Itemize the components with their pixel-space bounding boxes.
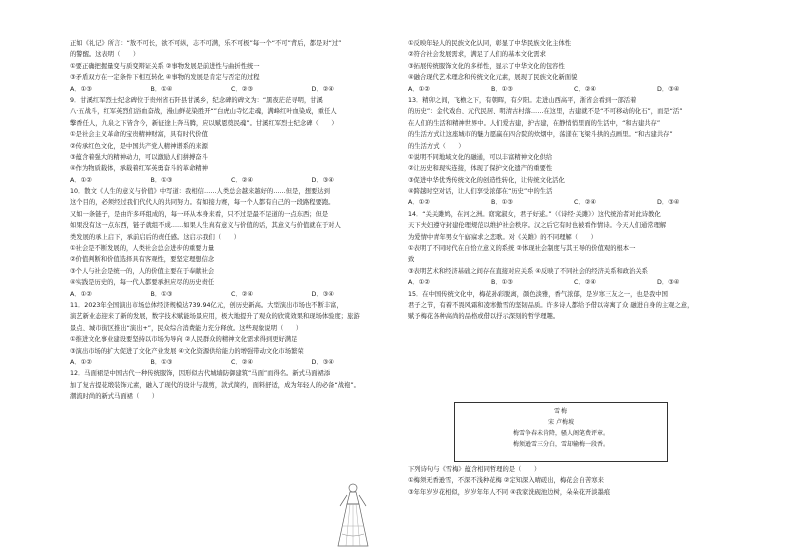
left-column xyxy=(70,38,392,403)
options-row xyxy=(408,84,740,95)
options-row xyxy=(70,289,392,300)
question-15-after xyxy=(408,464,740,498)
question-15-text: 赋予梅花各种高尚的品格或借以抒示深刻的哲学理趣。 xyxy=(408,313,560,321)
answer-choice: ③促进中华优秀传统文化的创造性转化，让传统文化活化 xyxy=(408,176,565,184)
option-a[interactable]: A．①③ xyxy=(70,85,92,93)
question-12-text: 潮流时尚的新式马面裙（ ） xyxy=(70,393,159,401)
answer-choice: ①表明了不同时代在自恰立意义的系统 ②体现社会制度与其王导的价值观的根本一 xyxy=(408,245,636,253)
question-9-text: 9．甘溪红军烈士纪念碑位于贵州省石阡县甘溪乡，纪念碑的碑文为：“黑夜茫茫寻明，甘溪 xyxy=(70,96,323,104)
options-row xyxy=(70,84,392,95)
answer-choice: ③拓展传统服饰文化的多样性，显示了中华文化的包容性 xyxy=(408,62,565,70)
answer-choice: ②价值判断和价值选择具有客观性，要坚定理想信念 xyxy=(70,256,215,264)
answer-choice: ②让历史和现实连接，体现了保护文化遗产的重要性 xyxy=(408,165,553,173)
option-d[interactable]: D．②④ xyxy=(311,85,334,93)
question-15-text: 15．在中国传统文化中，梅花孙彩脱离，颜色淡雅，香气浓郁，是岁寒三友之一，也是我中国 xyxy=(408,290,668,298)
answer-choice: ②传承红色文化，是中国共产党人精神谱系的来源 xyxy=(70,142,208,150)
answer-choice: ①反映年轻人的民族文化认同，彰显了中华民族文化主体性 xyxy=(408,40,572,47)
option-c[interactable]: C．②④ xyxy=(574,85,596,93)
option-d[interactable]: D．③④ xyxy=(657,199,680,207)
answer-choice: ①社会是不断发展的，人类社会总会进步的重要力量 xyxy=(70,245,215,253)
option-a[interactable]: A．①② xyxy=(70,176,92,184)
answer-choice: ④实践是历史的，每一代人都要承担应尽的历史责任 xyxy=(70,279,215,287)
options-row xyxy=(408,277,740,288)
question-12-text: 加了复古提花缎装饰元素，融入了现代的设计与裁剪，款式简约，面料舒适，成为年轻人的必备“战袍”。 xyxy=(70,381,360,389)
answer-choice: ②符合社会发展需求，满足了人们的基本文化需求 xyxy=(408,51,546,59)
option-d[interactable]: D．③④ xyxy=(657,279,680,287)
answer-choice: ③个人与社会是统一的，人的价值主要在于奉献社会 xyxy=(70,267,215,275)
question-10-text: 如果没有这一点东西，链子就组不成……如果人生真有意义与价值的话，其意义与价值就在于对人 xyxy=(70,222,341,230)
answer-choice: ③年年岁岁花相似，岁岁年年人不同 ④我家洗砚池边树，朵朵花开淡墨痕 xyxy=(408,488,611,496)
option-b[interactable]: B．①③ xyxy=(491,199,513,207)
question-10-text: 10．散文《人生的意义与价值》中写道：我相信……人类总会越来越好的……但是，想要达到 xyxy=(70,188,330,196)
option-d[interactable]: D．③④ xyxy=(311,358,334,366)
option-b[interactable]: B．①③ xyxy=(491,85,513,93)
answer-choice: ④作为物质载体，承载着红军英勇奋斗的革命精神 xyxy=(70,165,208,173)
answer-choice: ①是社会主义革命的宝贵精神财富，具有时代价值 xyxy=(70,131,208,139)
answer-choice: ④跨越时空对话，让人们享受浓郁在“历史”中的生活 xyxy=(408,188,553,196)
option-a[interactable]: A．①② xyxy=(70,290,92,298)
answer-choice: ③矛盾双方在一定条件下相互转化 ④事物的发展是肯定与否定的过程 xyxy=(70,74,260,82)
question-10-text: 这个目的，必须经过我们代代人的共同努力。有如接力赛，每一个人都有自己的一段路程要跑。 xyxy=(70,199,335,207)
option-d[interactable]: D．③④ xyxy=(311,176,334,184)
mamian-skirt-figure-image xyxy=(330,482,376,548)
answer-choice: ③表明艺术和经济基础之间存在直接对应关系 ④反映了不同社会的经济关系和政治关系 xyxy=(408,267,648,275)
answer-choice: ④融合现代艺术理念和传统文化元素，展现了民族文化新面貌 xyxy=(408,74,578,82)
option-c[interactable]: C．②④ xyxy=(574,279,596,287)
question-13-text: 的生活方式（ ） xyxy=(408,142,465,150)
option-b[interactable]: B．①④ xyxy=(150,85,173,93)
question-14-text: 为爱情中青年男女午寤寐求之恋歌。对《关雎》的不同理解（ ） xyxy=(408,233,597,241)
answer-choice: ①说明不同地域文化的融通，可以丰富精神文化供给 xyxy=(408,153,553,161)
option-a[interactable]: A．①② xyxy=(408,199,430,207)
question-9-text: 八·五战斗，红军英烈们浴血奋战，漫山鲜花染胜开“”白虎山寺忆走魂，满峰红叶血染成，重任人 xyxy=(70,108,337,116)
poem-box xyxy=(454,402,668,462)
question-text: 正如《礼记》所言：“敖不可长，欲不可纵，志不可满，乐不可极”每一个“不可”背后，都是对“过” xyxy=(70,40,342,47)
poem-author: 宋 卢梅坡 xyxy=(548,419,574,426)
option-c[interactable]: C．②④ xyxy=(231,176,253,184)
option-c[interactable]: C．②④ xyxy=(231,358,253,366)
question-text: 的警醒。这表明（ ） xyxy=(70,51,140,59)
answer-choice: ①要正确把握量变与质变辩证关系 ②事物发展是前进性与曲折性统一 xyxy=(70,62,260,70)
option-a[interactable]: A．①② xyxy=(70,358,92,366)
question-12-text: 12．马面裙是中国古代一种传统服饰，因形似古代城墙防御建筑“马面”而得名。新式马面裙添 xyxy=(70,370,331,378)
option-c[interactable]: C．②④ xyxy=(574,199,596,207)
question-11-text: 景点、城市街区推出“演出+”，民众综合消费能力充分释放。这些现象说明（ ） xyxy=(70,324,303,332)
question-11-text: 11．2023年全国演出市场总体经济规模达739.94亿元，创历史新高。大型演出市场也不断丰富， xyxy=(70,301,343,309)
question-10-text: 类发展的承上启下，承前启后的责任感。这启示我们（ ） xyxy=(70,233,241,241)
option-d[interactable]: D．③④ xyxy=(657,85,680,93)
answer-choice: ①推进文化事业建设要坚持以市场为导向 ②人民群众的精神文化需求得到更好满足 xyxy=(70,336,298,344)
right-column xyxy=(408,38,740,323)
options-row xyxy=(70,175,392,186)
poem-title: 雪梅 xyxy=(553,408,568,415)
options-row xyxy=(408,197,740,208)
poem-line: 梅雪争春未肯降，骚人阁笔费评章。 xyxy=(512,430,609,437)
question-9-text: 擎香任人，九泉之下皆含今，新征途上奔马腾，应以赋恩奠民魂”。甘溪红军烈士纪念碑（ ） xyxy=(70,119,338,127)
options-row xyxy=(70,357,392,368)
question-13-text: 13．精卯之间，飞檐之下，有朝晖，有夕阳。走进山西高平，浙省会看到一部活着 xyxy=(408,96,637,104)
question-14-text: 14．“关关雎鸠，在河之洲。窈窕淑女，君子好逑。”（《诗经·关雎》）这代统治者对此诗教化 xyxy=(408,210,661,218)
option-a[interactable]: A．①② xyxy=(408,85,430,93)
question-11-text: 演艺新业态迎来了新的发展，数字技术赋能场景应用，极大地提升了观众的欣赏效果和现场体验度；旅游 xyxy=(70,313,360,321)
question-14-text: 天下夫妇遵守封建伦理规范以维护社会秩序。汉之后它有时也被看作情诗。今天人们通常理解 xyxy=(408,222,667,230)
option-c[interactable]: C．②③ xyxy=(231,85,253,93)
option-c[interactable]: C．②④ xyxy=(231,290,253,298)
option-a[interactable]: A．①② xyxy=(408,279,430,287)
question-15-text: 君子之节，有着不畏风霜和凌寒傲雪的坚韧品质。许多诗人都给予借以寄寓了众 融进自身的主观之意， xyxy=(408,301,694,309)
poem-line: 梅须逊雪三分白，雪却输梅一段香。 xyxy=(512,441,609,448)
question-13-text: 的历史”：金代戏台、元代民居、明清古村落……在这里，古建就不是“不可移动的化石”，而是“活” xyxy=(408,108,683,116)
question-13-text: 的生活方式让这座城市的魅力愿赢在四合院的炊烟中，荡漾在飞梁斗拱的点画里。“和古建共存” xyxy=(408,131,673,139)
answer-choice: ③蕴含着强大的精神动力，可以激励人们拼搏奋斗 xyxy=(70,153,208,161)
answer-choice: ③演出市场的扩大促进了文化产业发展 ④文化资源供给能力的增强带动文化市场繁荣 xyxy=(70,347,304,355)
option-b[interactable]: B．①③ xyxy=(150,358,173,366)
option-d[interactable]: D．③④ xyxy=(311,290,334,298)
question-13-text: 在人们的生活和精神世界中。人们爱古建，护古建，在静悄悄里面的生活中，“和古建共存” xyxy=(408,119,661,127)
question-10-text: 又如一条链子，是由许多环组成的，每一环从本身来看，只不过是最不足道的一点东西；但是 xyxy=(70,210,329,218)
answer-choice: ①梅须无香逊雪，不深不浅种花梅 ②定知深入晴磋出，梅花会自苦寒来 xyxy=(408,477,604,485)
question-15-prompt: 下列诗句与《雪梅》蕴含相同哲理的是（ ） xyxy=(408,466,541,473)
option-b[interactable]: B．①③ xyxy=(150,176,173,184)
option-b[interactable]: B．①③ xyxy=(150,290,173,298)
option-b[interactable]: B．①③ xyxy=(491,279,513,287)
answer-choice: 致 xyxy=(408,256,415,264)
